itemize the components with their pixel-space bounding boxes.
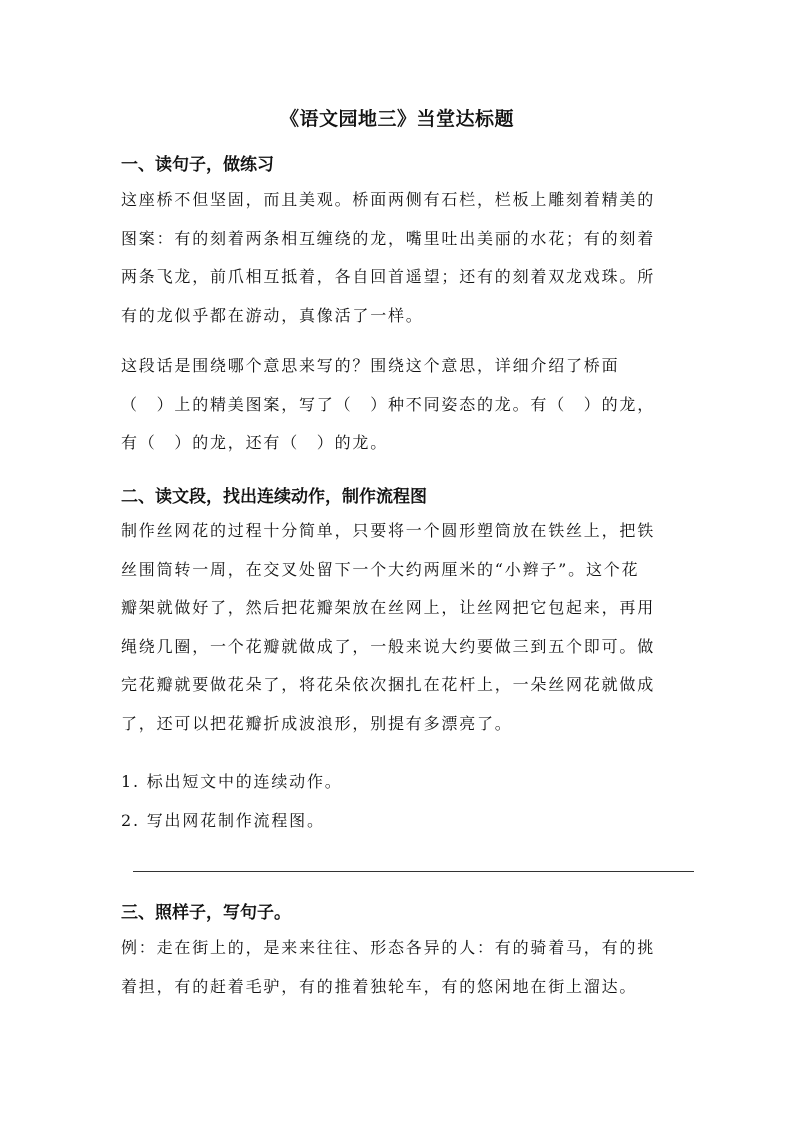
- section3-example: [121, 929, 681, 1006]
- page-title: 《语文园地三》当堂达标题: [279, 108, 514, 130]
- section1-passage: [121, 181, 681, 335]
- passage-line: 丝围筒转一周，在交叉处留下一个大约两厘米的“小辫子”。这个花: [121, 559, 640, 579]
- section2-tasks: [121, 763, 681, 840]
- question-line: 有（ ）的龙，还有（ ）的龙。: [121, 433, 389, 452]
- passage-line: 这座桥不但坚固，而且美观。桥面两侧有石栏，栏板上雕刻着精美的: [121, 190, 656, 209]
- question-line: 这段话是围绕哪个意思来写的？围绕这个意思，详细介绍了桥面: [121, 356, 620, 375]
- passage-line: 绳绕几圈，一个花瓣就做成了，一般来说大约要做三到五个即可。做: [121, 636, 656, 656]
- passage-line: 了，还可以把花瓣折成波浪形，别提有多漂亮了。: [121, 713, 513, 733]
- section2-heading: 二、读文段，找出连续动作，制作流程图: [121, 487, 427, 507]
- section2-passage: [121, 512, 681, 743]
- passage-line: 两条飞龙，前爪相互抵着，各自回首遥望；还有的刻着双龙戏珠。所: [121, 267, 656, 286]
- section1-question: [121, 347, 681, 463]
- passage-line: 图案：有的刻着两条相互缠绕的龙，嘴里吐出美丽的水花；有的刻着: [121, 228, 656, 248]
- task-item: 1. 标出短文中的连续动作。: [121, 772, 343, 791]
- example-line: 着担，有的赶着毛驴，有的推着独轮车，有的悠闲地在街上溜达。: [121, 976, 638, 996]
- question-line: （ ）上的精美图案，写了（ ）种不同姿态的龙。有（ ）的龙，: [121, 394, 656, 414]
- passage-line: 有的龙似乎都在游动，真像活了一样。: [121, 305, 424, 325]
- task-item: 2. 写出网花制作流程图。: [121, 810, 325, 830]
- example-line: 例：走在街上的，是来来往往、形态各异的人：有的骑着马，有的挑: [121, 938, 656, 957]
- passage-line: 制作丝网花的过程十分简单，只要将一个圆形塑筒放在铁丝上，把铁: [121, 521, 656, 540]
- answer-line[interactable]: [133, 871, 694, 872]
- section1-heading: 一、读句子，做练习: [121, 155, 274, 175]
- passage-line: 瓣架就做好了，然后把花瓣架放在丝网上，让丝网把它包起来，再用: [121, 598, 656, 617]
- passage-line: 完花瓣就要做花朵了，将花朵依次捆扎在花杆上，一朵丝网花就做成: [121, 675, 656, 694]
- section3-heading: 三、照样子，写句子。: [121, 903, 291, 923]
